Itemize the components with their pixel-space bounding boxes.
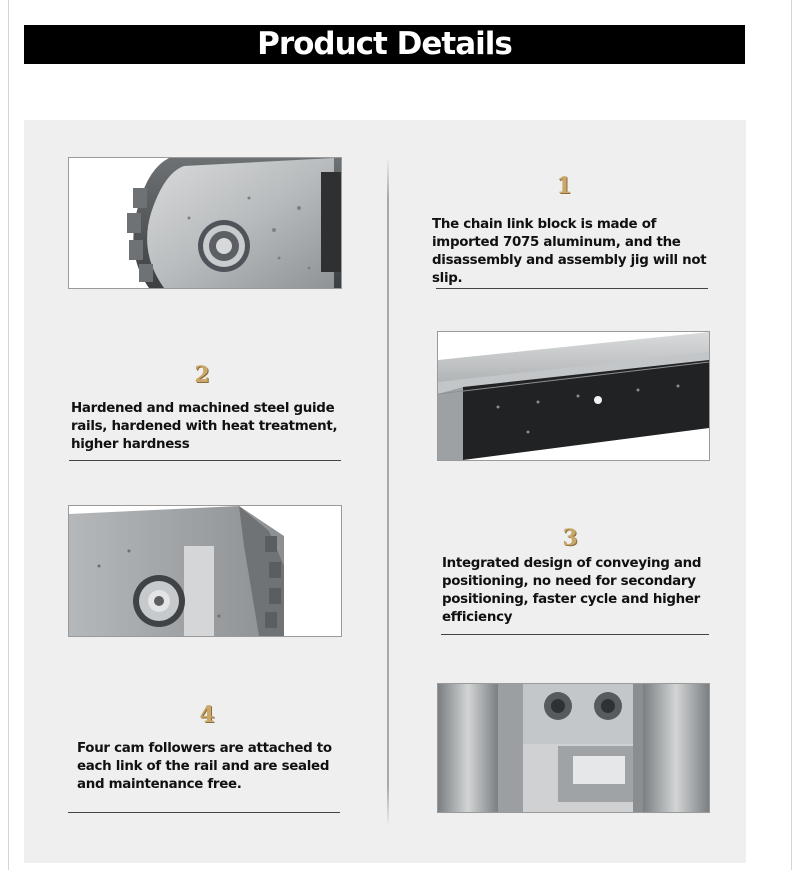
page-border-left xyxy=(8,0,9,870)
product-details-panel xyxy=(24,120,746,863)
feature-4-text: Four cam followers are attached to each link of the rail and are sealed and maintenance free. xyxy=(77,741,332,792)
chain-link-module-image xyxy=(68,157,342,289)
feature-1-text: The chain link block is made of imported 7075 aluminum, and the disassembly and assembly jig will not slip. xyxy=(432,217,707,286)
feature-2-text: Hardened and machined steel guide rails, hardened with heat treatment, higher hardness xyxy=(71,401,338,452)
page-border-right xyxy=(791,0,792,870)
feature-3-text: Integrated design of conveying and positioning, no need for secondary positioning, faster cycle and higher efficiency xyxy=(442,556,702,625)
feature-2-number: 2 xyxy=(194,362,210,388)
feature-3-underline xyxy=(441,634,709,635)
page-title: Product Details xyxy=(24,25,745,64)
feature-4-underline xyxy=(68,812,340,813)
center-divider xyxy=(387,158,389,826)
cam-follower-image xyxy=(437,683,710,813)
feature-3-number: 3 xyxy=(562,525,578,551)
feature-1-underline xyxy=(436,288,708,289)
feature-2-underline xyxy=(69,460,341,461)
feature-1-number: 1 xyxy=(556,173,572,199)
conveyor-positioning-image xyxy=(68,505,342,637)
feature-4-number: 4 xyxy=(199,702,215,728)
steel-guide-rail-image xyxy=(437,331,710,461)
